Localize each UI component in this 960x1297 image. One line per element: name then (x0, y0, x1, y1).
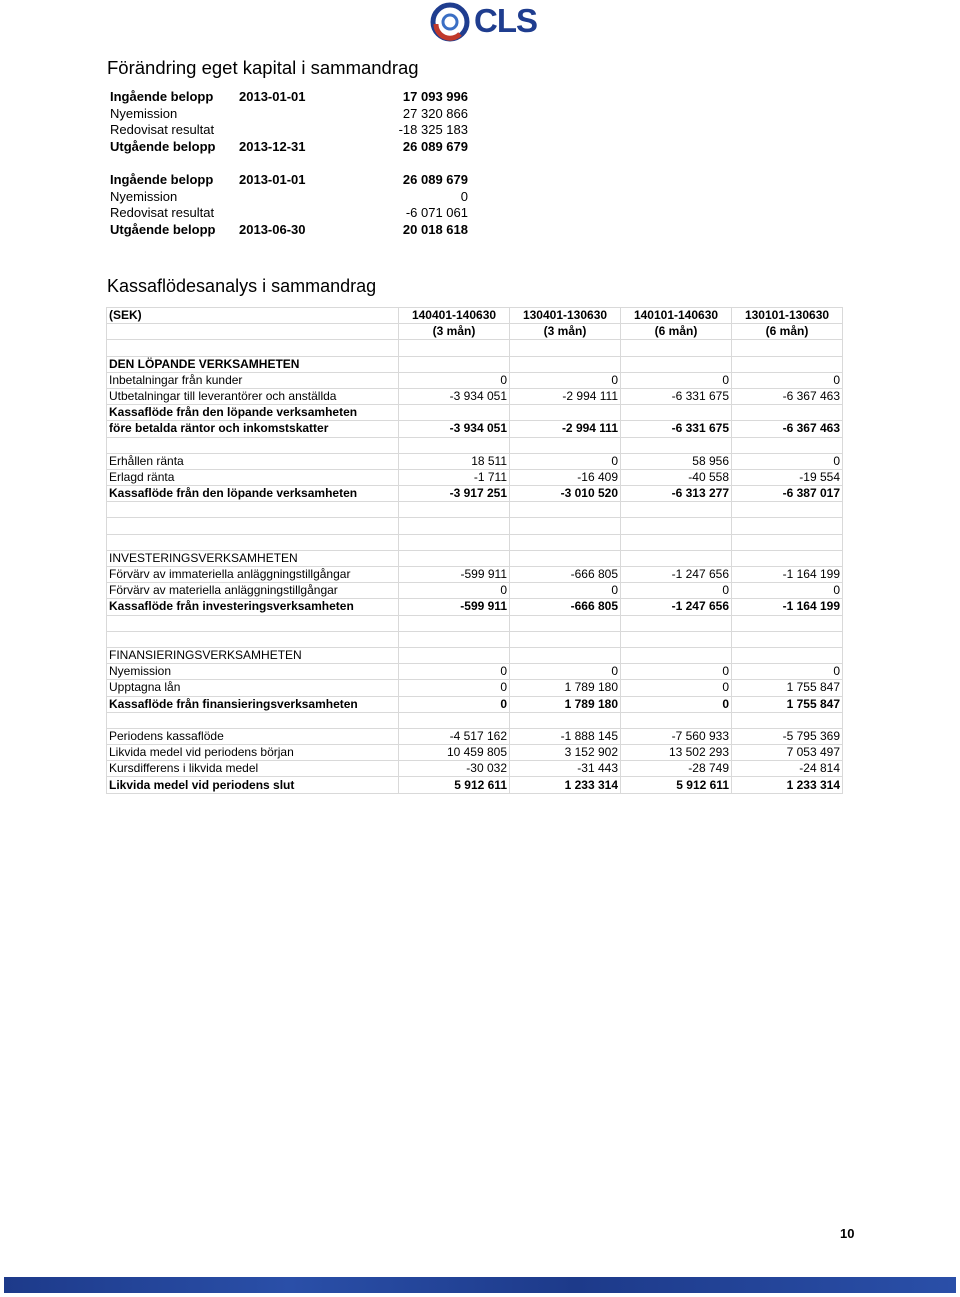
table-row (107, 469, 843, 485)
equity-label: Utgående belopp (110, 138, 216, 154)
table-row (107, 712, 843, 728)
table-row (107, 647, 843, 663)
cell-value: -4 517 162 (399, 728, 510, 744)
table-row (107, 550, 843, 566)
equity-value: 17 093 996 (402, 89, 468, 104)
equity-date: 2013-01-01 (239, 89, 306, 104)
equity-row (108, 222, 478, 239)
equity-label: Utgående belopp (110, 221, 216, 237)
row-label: Likvida medel vid periodens början (107, 745, 399, 761)
equity-label: Redovisat resultat (110, 122, 215, 137)
cell-value: 1 755 847 (732, 696, 843, 712)
row-label (107, 518, 399, 534)
row-label: Erlagd ränta (107, 469, 399, 485)
cell-value: 0 (510, 664, 621, 680)
row-label: Nyemission (107, 664, 399, 680)
table-row (107, 567, 843, 583)
cell-value (399, 534, 510, 550)
table-row (107, 502, 843, 518)
cashflow-title: Kassaflödesanalys i sammandrag (107, 276, 377, 296)
cell-value: 0 (732, 664, 843, 680)
cell-value (732, 615, 843, 631)
cell-value: 0 (621, 696, 732, 712)
cell-value: 0 (732, 372, 843, 388)
cell-value: -3 010 520 (510, 486, 621, 502)
cell-value (732, 631, 843, 647)
cell-value (399, 550, 510, 566)
cell-value (732, 518, 843, 534)
table-row (107, 728, 843, 744)
cell-value (621, 615, 732, 631)
cell-value: 140401-140630 (399, 308, 510, 324)
cell-value: -1 247 656 (621, 599, 732, 615)
cell-value (732, 647, 843, 663)
row-label: Periodens kassaflöde (107, 728, 399, 744)
equity-row (108, 106, 478, 123)
equity-value: -18 325 183 (398, 122, 468, 137)
cashflow-table (106, 307, 843, 794)
cell-value (621, 356, 732, 372)
row-label: INVESTERINGSVERKSAMHETEN (107, 550, 399, 566)
cell-value: -666 805 (510, 567, 621, 583)
equity-row (108, 139, 478, 156)
equity-row (108, 89, 478, 106)
equity-label: Redovisat resultat (110, 205, 215, 220)
cell-value: 58 956 (621, 453, 732, 469)
cell-value (510, 518, 621, 534)
row-label (107, 712, 399, 728)
cell-value: -599 911 (399, 599, 510, 615)
table-row (107, 437, 843, 453)
cell-value: 5 912 611 (399, 777, 510, 793)
cell-value: -1 711 (399, 469, 510, 485)
equity-row (108, 189, 478, 206)
cell-value: 0 (621, 583, 732, 599)
equity-value: 0 (460, 188, 468, 204)
equity-label: Nyemission (110, 105, 178, 121)
row-label: Utbetalningar till leverantörer och anställda (107, 388, 399, 404)
table-row (107, 761, 843, 777)
cell-value: -6 367 463 (732, 421, 843, 437)
row-label: före betalda räntor och inkomstskatter (107, 421, 399, 437)
cell-value: 130401-130630 (510, 308, 621, 324)
cell-value: 7 053 497 (732, 745, 843, 761)
table-row (107, 745, 843, 761)
cell-value (510, 502, 621, 518)
cell-value: 0 (732, 453, 843, 469)
equity-group-2 (108, 172, 478, 238)
cell-value (399, 356, 510, 372)
logo-text: CLS (474, 2, 537, 39)
table-row (107, 340, 843, 356)
cell-value: (6 mån) (621, 324, 732, 340)
row-label: Förvärv av immateriella anläggningstillgångar (107, 567, 399, 583)
cell-value: 0 (399, 680, 510, 696)
cell-value (621, 712, 732, 728)
row-label (107, 437, 399, 453)
cell-value: 0 (510, 372, 621, 388)
row-label: DEN LÖPANDE VERKSAMHETEN (107, 356, 399, 372)
cell-value (510, 550, 621, 566)
cell-value (732, 356, 843, 372)
row-label (107, 631, 399, 647)
cell-value: -30 032 (399, 761, 510, 777)
table-row (107, 583, 843, 599)
row-label: Kassaflöde från den löpande verksamheten (107, 405, 399, 421)
equity-title: Förändring eget kapital i sammandrag (107, 57, 419, 78)
cell-value: (6 mån) (732, 324, 843, 340)
row-label: Kassaflöde från investeringsverksamheten (107, 599, 399, 615)
cell-value (510, 340, 621, 356)
equity-row (108, 172, 478, 189)
cell-value: (3 mån) (510, 324, 621, 340)
cell-value: -1 164 199 (732, 567, 843, 583)
row-label (107, 502, 399, 518)
row-label (107, 324, 399, 340)
cell-value: -5 795 369 (732, 728, 843, 744)
cell-value (510, 712, 621, 728)
cell-value: 0 (399, 664, 510, 680)
cell-value (621, 340, 732, 356)
equity-value: 26 089 679 (402, 172, 468, 187)
row-label: (SEK) (107, 308, 399, 324)
cell-value: -19 554 (732, 469, 843, 485)
cell-value (510, 437, 621, 453)
equity-value: 20 018 618 (402, 221, 468, 237)
cell-value (621, 550, 732, 566)
cell-value: 3 152 902 (510, 745, 621, 761)
table-row (107, 324, 843, 340)
cell-value: 1 233 314 (732, 777, 843, 793)
cell-value: -1 164 199 (732, 599, 843, 615)
row-label: Upptagna lån (107, 680, 399, 696)
table-row (107, 599, 843, 615)
cell-value: -6 331 675 (621, 421, 732, 437)
cls-logo-icon (430, 2, 474, 42)
cell-value: -6 387 017 (732, 486, 843, 502)
equity-date: 2013-06-30 (239, 221, 306, 237)
row-label (107, 615, 399, 631)
row-label: Kassaflöde från den löpande verksamheten (107, 486, 399, 502)
cell-value (621, 647, 732, 663)
cell-value: 0 (510, 583, 621, 599)
cls-logo (430, 2, 540, 42)
row-label (107, 534, 399, 550)
cell-value: 0 (621, 680, 732, 696)
cell-value (732, 437, 843, 453)
cell-value: -31 443 (510, 761, 621, 777)
row-label: FINANSIERINGSVERKSAMHETEN (107, 647, 399, 663)
table-row (107, 388, 843, 404)
cell-value (732, 534, 843, 550)
cell-value (399, 518, 510, 534)
equity-value: -6 071 061 (405, 205, 468, 220)
table-row (107, 308, 843, 324)
table-row (107, 405, 843, 421)
table-row (107, 680, 843, 696)
cell-value: 0 (621, 372, 732, 388)
cell-value (621, 631, 732, 647)
equity-row (108, 122, 478, 139)
cell-value: 1 789 180 (510, 680, 621, 696)
cell-value: -24 814 (732, 761, 843, 777)
equity-group-1 (108, 89, 478, 155)
cell-value: 1 789 180 (510, 696, 621, 712)
cell-value: 140101-140630 (621, 308, 732, 324)
equity-label: Ingående belopp (110, 89, 214, 104)
cell-value: 1 755 847 (732, 680, 843, 696)
table-row (107, 453, 843, 469)
cell-value: 0 (399, 372, 510, 388)
cell-value: 130101-130630 (732, 308, 843, 324)
table-row (107, 777, 843, 793)
cell-value: 1 233 314 (510, 777, 621, 793)
cell-value: 13 502 293 (621, 745, 732, 761)
cell-value: -1 247 656 (621, 567, 732, 583)
cell-value (399, 405, 510, 421)
table-row (107, 421, 843, 437)
equity-label: Ingående belopp (110, 172, 214, 187)
equity-date: 2013-01-01 (239, 172, 306, 187)
cell-value (399, 647, 510, 663)
cell-value (621, 437, 732, 453)
cell-value (621, 518, 732, 534)
cell-value: 0 (510, 453, 621, 469)
cell-value: -6 313 277 (621, 486, 732, 502)
equity-label: Nyemission (110, 188, 178, 204)
table-row (107, 534, 843, 550)
cell-value: -666 805 (510, 599, 621, 615)
row-label: Kassaflöde från finansieringsverksamheten (107, 696, 399, 712)
table-row (107, 696, 843, 712)
cell-value (732, 712, 843, 728)
cell-value: -7 560 933 (621, 728, 732, 744)
cell-value: -1 888 145 (510, 728, 621, 744)
table-row (107, 631, 843, 647)
cell-value: -6 367 463 (732, 388, 843, 404)
table-row (107, 615, 843, 631)
page-number: 10 (840, 1226, 855, 1241)
cell-value (732, 550, 843, 566)
equity-date: 2013-12-31 (239, 138, 306, 154)
cell-value (399, 712, 510, 728)
cell-value: -40 558 (621, 469, 732, 485)
cell-value (399, 340, 510, 356)
table-row (107, 486, 843, 502)
cell-value: 5 912 611 (621, 777, 732, 793)
cell-value (510, 631, 621, 647)
cell-value: -2 994 111 (510, 388, 621, 404)
cell-value (732, 502, 843, 518)
row-label: Kursdifferens i likvida medel (107, 761, 399, 777)
cell-value (510, 405, 621, 421)
row-label: Inbetalningar från kunder (107, 372, 399, 388)
cell-value: -599 911 (399, 567, 510, 583)
cell-value: 0 (399, 696, 510, 712)
cell-value (399, 502, 510, 518)
cell-value: (3 mån) (399, 324, 510, 340)
row-label (107, 340, 399, 356)
cell-value: 0 (621, 664, 732, 680)
row-label: Erhållen ränta (107, 453, 399, 469)
cell-value: 10 459 805 (399, 745, 510, 761)
cell-value (510, 647, 621, 663)
equity-value: 26 089 679 (402, 138, 468, 154)
cell-value: -3 917 251 (399, 486, 510, 502)
footer-bar (4, 1277, 956, 1293)
cell-value (510, 615, 621, 631)
equity-value: 27 320 866 (402, 105, 468, 121)
cell-value: -2 994 111 (510, 421, 621, 437)
cell-value (621, 534, 732, 550)
table-row (107, 518, 843, 534)
cell-value (399, 437, 510, 453)
cell-value (621, 502, 732, 518)
row-label: Likvida medel vid periodens slut (107, 777, 399, 793)
cell-value (399, 615, 510, 631)
cell-value (621, 405, 732, 421)
row-label: Förvärv av materiella anläggningstillgångar (107, 583, 399, 599)
cell-value: -3 934 051 (399, 388, 510, 404)
table-row (107, 664, 843, 680)
cell-value: -28 749 (621, 761, 732, 777)
cell-value: 0 (399, 583, 510, 599)
cell-value (732, 405, 843, 421)
cell-value (510, 356, 621, 372)
cell-value (732, 340, 843, 356)
equity-row (108, 205, 478, 222)
table-row (107, 372, 843, 388)
cell-value: 18 511 (399, 453, 510, 469)
cell-value: 0 (732, 583, 843, 599)
cell-value (510, 534, 621, 550)
table-row (107, 356, 843, 372)
cell-value: -6 331 675 (621, 388, 732, 404)
cell-value: -16 409 (510, 469, 621, 485)
cell-value: -3 934 051 (399, 421, 510, 437)
cell-value (399, 631, 510, 647)
